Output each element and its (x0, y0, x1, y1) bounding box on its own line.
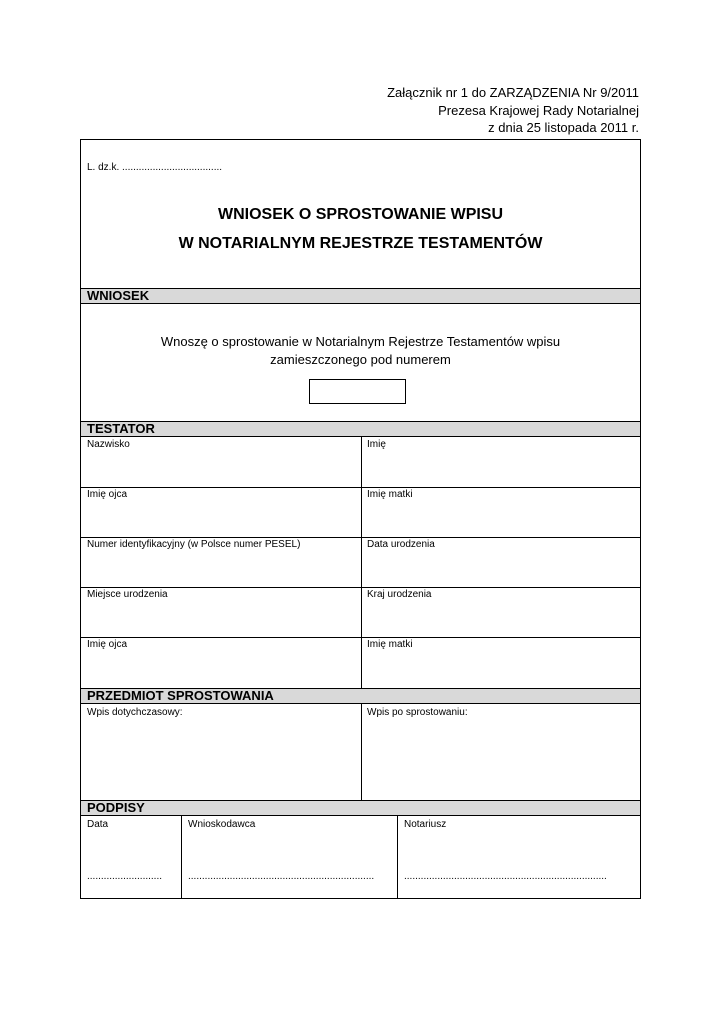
attachment-note-line2: Prezesa Krajowej Rady Notarialnej (438, 102, 639, 118)
form-title-line1: WNIOSEK O SPROSTOWANIE WPISU (217, 206, 504, 223)
entry-number-input[interactable] (309, 379, 406, 404)
field-label-mother-name-2: Imię matki (367, 639, 413, 650)
column-divider (361, 437, 362, 688)
ldzk-field[interactable]: L. dz.k. .................................... (87, 162, 223, 173)
field-label-mother-name: Imię matki (367, 489, 413, 500)
signature-line-date[interactable]: ........................... (87, 871, 163, 882)
field-label-current-entry: Wpis dotychczasowy: (87, 707, 183, 718)
request-text (81, 333, 640, 369)
field-label-surname: Nazwisko (87, 439, 130, 450)
field-label-birth-country: Kraj urodzenia (367, 589, 432, 600)
signature-label-notary: Notariusz (404, 819, 447, 830)
field-label-birth-date: Data urodzenia (367, 539, 435, 550)
field-label-father-name: Imię ojca (87, 489, 128, 500)
signature-line-applicant[interactable]: ................................................................... (188, 871, 375, 882)
attachment-note-line1: Załącznik nr 1 do ZARZĄDZENIA Nr 9/2011 (387, 85, 639, 100)
column-divider (397, 816, 398, 899)
field-label-birth-place: Miejsce urodzenia (87, 589, 168, 600)
field-label-first-name: Imię (367, 439, 386, 450)
field-label-pesel: Numer identyfikacyjny (w Polsce numer PESEL) (87, 539, 301, 550)
column-divider (181, 816, 182, 899)
request-text-line1: Wnoszę o sprostowanie w Notarialnym Rejestrze Testamentów wpisu (160, 334, 561, 349)
column-divider (361, 704, 362, 800)
section-heading-podpisy: PODPISY (81, 800, 640, 816)
section-heading-testator: TESTATOR (81, 421, 640, 437)
field-label-corrected-entry: Wpis po sprostowaniu: (367, 707, 468, 718)
attachment-note-line3: z dnia 25 listopada 2011 r. (488, 120, 639, 135)
section-heading-przedmiot: PRZEDMIOT SPROSTOWANIA (81, 688, 640, 704)
section-heading-wniosek: WNIOSEK (81, 288, 640, 304)
signature-label-date: Data (87, 819, 109, 830)
request-form (80, 139, 641, 899)
attachment-note (387, 84, 639, 137)
signature-line-notary[interactable]: ......................................................................... (404, 871, 607, 882)
form-title-line2: W NOTARIALNYM REJESTRZE TESTAMENTÓW (178, 235, 543, 252)
field-label-father-name-2: Imię ojca (87, 639, 128, 650)
request-text-line2: zamieszczonego pod numerem (270, 352, 451, 367)
signature-label-applicant: Wnioskodawca (188, 819, 256, 830)
